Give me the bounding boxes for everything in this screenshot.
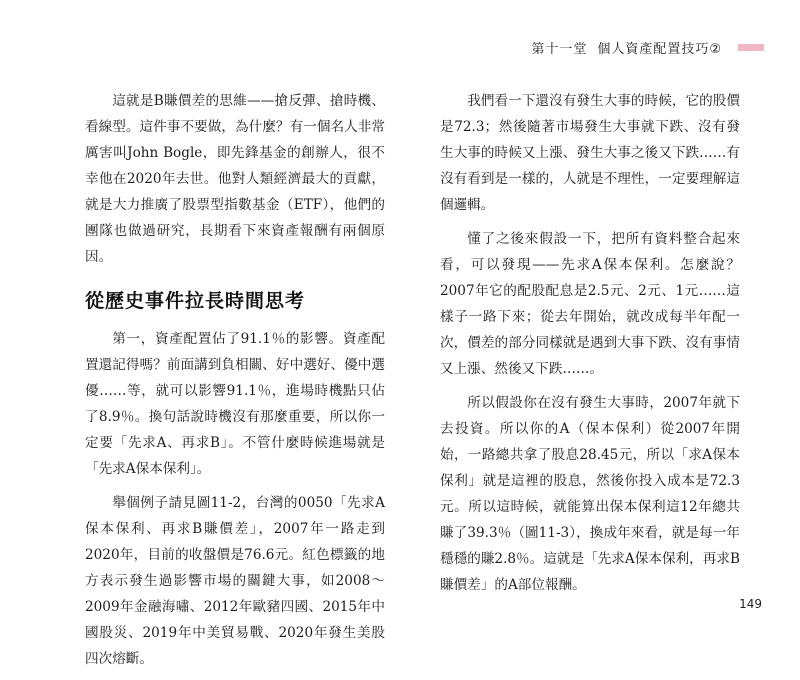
right-column [440,88,740,606]
body-paragraph: 這就是B賺價差的思維——搶反彈、搶時機、看線型。這件事不要做，為什麼？有一個名人非常厲害叫John Bogle，即先鋒基金的創辦人，很不幸他在2020年去世。他對人類經濟最大的貢獻，就是大力推廣了股票型指數基金（ETF），他們的團隊也做過研究，長期看下來資產報酬有兩個原因。 [85,93,385,265]
chapter-title: 個人資產配置技巧② [597,42,722,57]
chapter-label: 第十一堂 [531,42,588,57]
body-paragraph: 懂了之後來假設一下，把所有資料整合起來看，可以發現——先求A保本保利。怎麼說？2007年它的配股配息是2.5元、2元、1元……這樣子一路下來；從去年開始，就改成每半年配一次，價差的部分同樣就是遇到大事下跌、沒有事情又上漲、然後又下跌……。 [440,231,740,377]
body-paragraph: 第一，資產配置佔了91.1％的影響。資產配置還記得嗎？前面講到負相關、好中選好、優中選優……等，就可以影響91.1％，進場時機點只佔了8.9％。換句話說時機沒有那麼重要，所以你一定要「先求A、再求B」。不管什麼時候進場就是「先求A保本保利」。 [85,331,385,477]
running-header [531,38,764,57]
page-number: 149 [739,597,762,611]
body-paragraph: 我們看一下還沒有發生大事的時候，它的股價是72.3；然後隨著市場發生大事就下跌、沒有發生大事的時候又上漲、發生大事之後又下跌……有沒有看到是一樣的，人就是不理性，一定要理解這個邏輯。 [440,93,740,213]
left-column [85,88,385,680]
body-paragraph: 所以假設你在沒有發生大事時，2007年就下去投資。所以你的A（保本保利）從2007年開始，一路總共拿了股息28.45元，所以「求A保本保利」就是這裡的股息，然後你投入成本是72.3元。所以這時候，就能算出保本保利這12年總共賺了39.3％（圖11-3），換成年來看，就是每一年穩穩的賺2.8％。這就是「先求A保本保利，再求B賺價差」的A部位報酬。 [440,395,740,593]
header-accent-bar [738,44,764,51]
section-heading: 從歷史事件拉長時間思考 [85,290,306,312]
body-paragraph: 舉個例子請見圖11-2，台灣的0050「先求A保本保利、再求B賺價差」，2007年一路走到2020年，目前的收盤價是76.6元。紅色標籤的地方表示發生過影響市場的關鍵大事，如2008～2009年金融海嘯、2012年歐豬四國、2015年中國股災、2019年中美貿易戰、2020年發生美股四次熔斷。 [85,495,385,667]
